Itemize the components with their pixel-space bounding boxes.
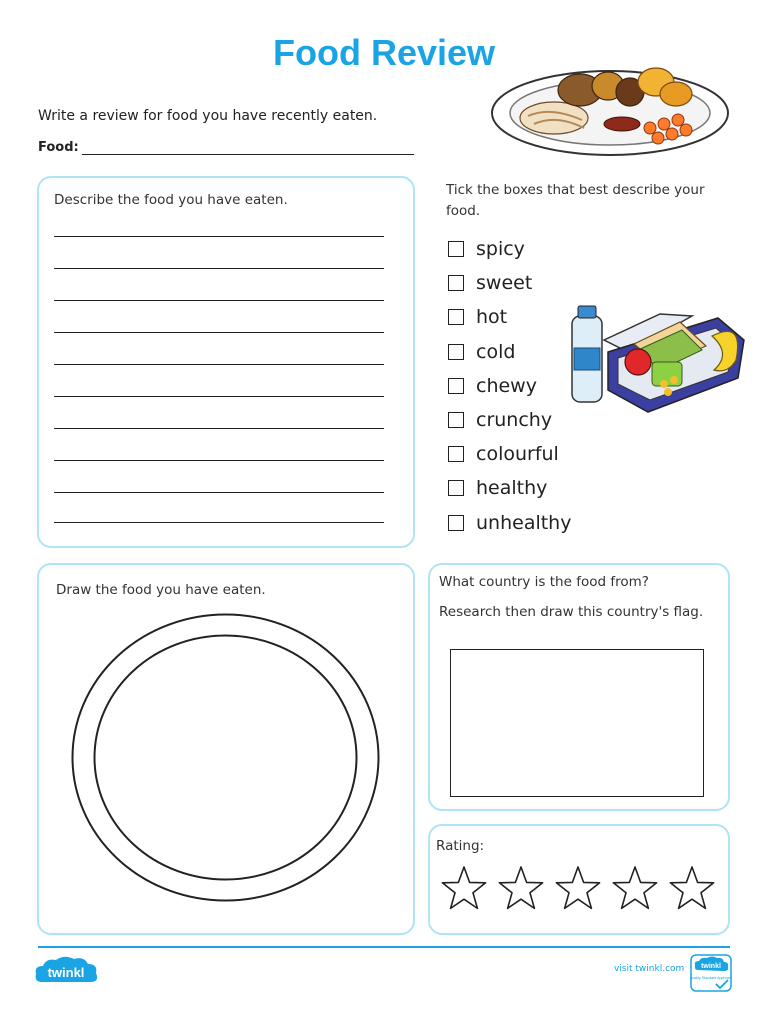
checklist-label: healthy <box>476 477 548 500</box>
flag-drawing-box[interactable] <box>450 649 704 797</box>
star-icon[interactable] <box>611 864 659 912</box>
checklist-label: crunchy <box>476 409 553 432</box>
checklist-label: sweet <box>476 272 533 295</box>
checklist-item-unhealthy[interactable] <box>448 506 571 540</box>
checklist-label: unhealthy <box>476 511 572 534</box>
roast-dinner-plate-icon <box>490 58 730 158</box>
writing-line[interactable] <box>54 396 384 397</box>
checkbox[interactable] <box>448 446 464 462</box>
checklist-label: spicy <box>476 238 525 261</box>
checkbox[interactable] <box>448 344 464 360</box>
star-icon[interactable] <box>497 864 545 912</box>
rating-label: Rating: <box>436 838 485 854</box>
twinkl-logo-icon <box>34 954 100 988</box>
checklist-item-sweet[interactable] <box>448 266 571 300</box>
badge-subtext: Quality Standard Approved <box>690 976 732 980</box>
checkbox[interactable] <box>448 412 464 428</box>
checkbox[interactable] <box>448 515 464 531</box>
rating-stars <box>440 864 716 912</box>
checklist-label: hot <box>476 306 508 329</box>
page-title: Food Review <box>272 32 496 73</box>
writing-line[interactable] <box>54 332 384 333</box>
flag-instruction: Research then draw this country's flag. <box>439 604 704 620</box>
checklist-label: colourful <box>476 443 559 466</box>
checklist-label: chewy <box>476 374 537 397</box>
food-input-line[interactable] <box>82 154 414 155</box>
writing-line[interactable] <box>54 268 384 269</box>
checklist-item-cold[interactable] <box>448 335 571 369</box>
lunchbox-icon <box>568 300 752 416</box>
writing-line[interactable] <box>54 300 384 301</box>
checkbox[interactable] <box>448 480 464 496</box>
checklist-item-hot[interactable] <box>448 300 571 334</box>
country-question: What country is the food from? <box>439 574 649 590</box>
draw-prompt: Draw the food you have eaten. <box>56 582 266 598</box>
describe-prompt: Describe the food you have eaten. <box>54 192 288 208</box>
checklist-item-spicy[interactable] <box>448 232 571 266</box>
checkbox[interactable] <box>448 309 464 325</box>
checkbox[interactable] <box>448 275 464 291</box>
checklist-item-colourful[interactable] <box>448 437 571 471</box>
writing-line[interactable] <box>54 460 384 461</box>
checklist-label: cold <box>476 340 516 363</box>
checkbox[interactable] <box>448 378 464 394</box>
badge-text: twinkl <box>701 963 721 970</box>
writing-line[interactable] <box>54 428 384 429</box>
star-icon[interactable] <box>440 864 488 912</box>
writing-line[interactable] <box>54 364 384 365</box>
writing-line[interactable] <box>54 236 384 237</box>
footer-divider <box>38 946 730 948</box>
logo-text: twinkl <box>47 965 85 980</box>
checkbox[interactable] <box>448 241 464 257</box>
checklist-item-chewy[interactable] <box>448 369 571 403</box>
intro-text: Write a review for food you have recently eaten. <box>38 108 378 124</box>
writing-line[interactable] <box>54 492 384 493</box>
describe-food-panel <box>37 176 415 548</box>
star-icon[interactable] <box>554 864 602 912</box>
descriptor-checklist <box>448 232 571 540</box>
checklist-item-crunchy[interactable] <box>448 403 571 437</box>
checklist-item-healthy[interactable] <box>448 471 571 505</box>
food-label: Food: <box>38 140 79 155</box>
star-icon[interactable] <box>668 864 716 912</box>
tick-prompt: Tick the boxes that best describe your food. <box>446 182 705 219</box>
draw-food-panel <box>37 563 415 935</box>
plate-drawing-area[interactable] <box>68 610 383 905</box>
quality-badge-icon <box>690 954 732 992</box>
visit-link[interactable]: visit twinkl.com <box>614 964 685 974</box>
writing-line[interactable] <box>54 522 384 523</box>
